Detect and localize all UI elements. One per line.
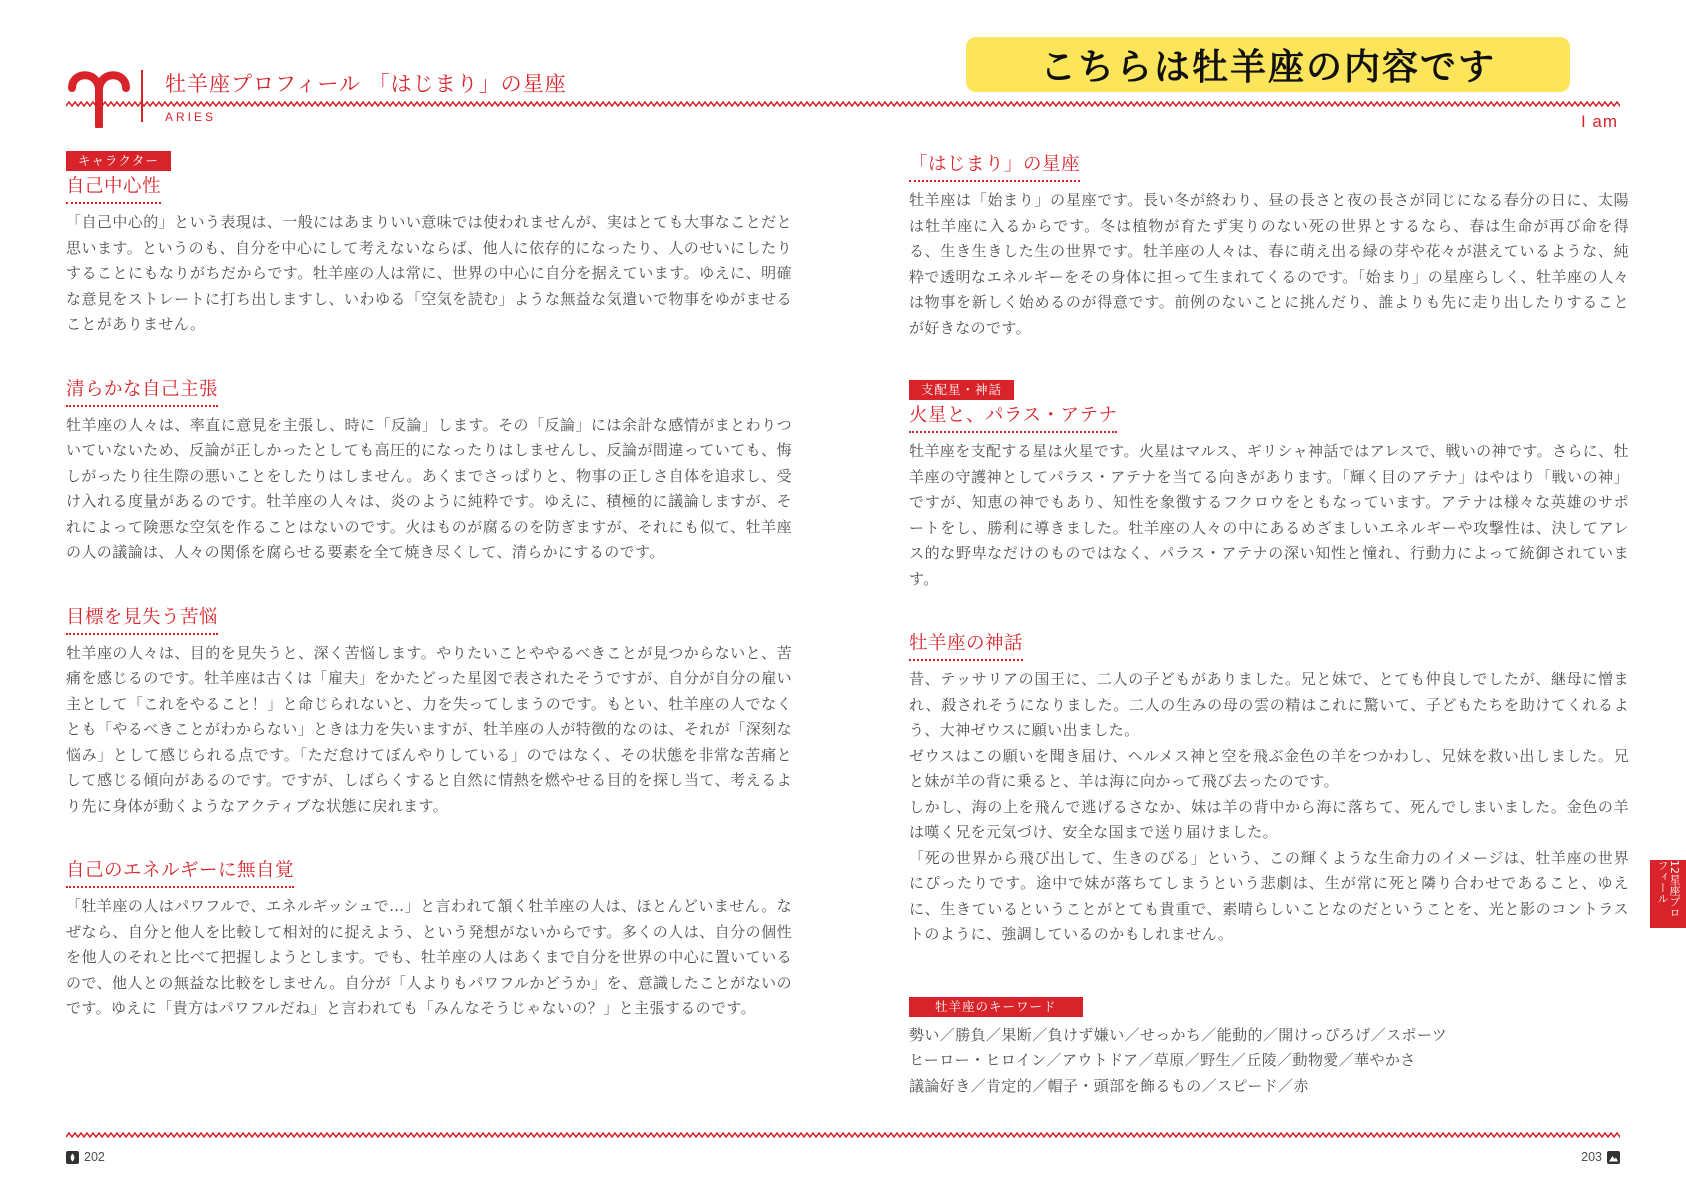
myth-paragraph: 昔、テッサリアの国王に、二人の子どもがありました。兄と妹で、とても仲良しでしたが、継母に憎まれ、殺されそうになりました。二人の生みの母の雲の精はこれに驚いて、子どもたちを助けてくれるよう、大神ゼウスに願い出ました。 <box>909 670 1629 739</box>
section-title: 目標を見失う苦悩 <box>66 606 218 635</box>
section-title: 牡羊座の神話 <box>909 632 1023 661</box>
top-zigzag-divider <box>66 100 1620 108</box>
keywords-tag: 牡羊座のキーワード <box>909 996 1629 1017</box>
character-tag: キャラクター <box>66 150 792 171</box>
section-body: 牡羊座の人々は、目的を見失うと、深く苦悩します。やりたいことややるべきことが見つからないと、苦痛を感じるのです。牡羊座は古くは「雇夫」をかたどった星図で表されたそうですが、自分が自分の雇い主として「これをやること！」と命じられないと、力を失ってしまうのです。もとい、牡羊座の人でなくとも「やるべきことがわからない」ときは力を失いますが、牡羊座の人が特徴的なのは、それが「深刻な悩み」として感じられる点です。「ただ怠けてぼんやりしている」のではなく、その状態を非常な苦痛として感じる傾向があるのです。ですが、しばらくすると自然に情熱を燃やせる目的を探し当て、考えるより先に身体が動くようなアクティブな状態に戻れます。 <box>66 643 792 815</box>
section-mars-athena <box>909 404 1629 592</box>
section-body: 「牡羊座の人はパワフルで、エネルギッシュで…」と言われて頷く牡羊座の人は、ほとんどいません。なぜなら、自分と他人を比較して相対的に捉えよう、という発想がないからです。多くの人は、自分の個性を他人のそれと比べて把握しようとします。でも、牡羊座の人はあくまで自分を世界の中心に置いているので、他人との無益な比較をしません。自分が「人よりもパワフルかどうか」を、意識したことがないのです。ゆえに「貴方はパワフルだね」と言われても「みんなそうじゃないの？」と主張するのです。 <box>66 897 792 1017</box>
section-body: 牡羊座は「始まり」の星座です。長い冬が終わり、昼の長さと夜の長さが同じになる春分の日に、太陽は牡羊座に入るからです。冬は植物が育たず実りのない死の世界とするなら、春は生命が再び命を得る、生き生きした生の世界です。牡羊座の人々は、春に萌え出る緑の芽や花々が湛えているような、純粋で透明なエネルギーをその身体に担って生まれてくるのです。「始まり」の星座らしく、牡羊座の人々は物事を新しく始めるのが得意です。前例のないことに挑んだり、誰よりも先に走り出したりすることが好きなのです。 <box>909 191 1629 337</box>
mountain-icon <box>1607 1151 1620 1164</box>
section-title: 自己のエネルギーに無自覚 <box>66 859 294 888</box>
section-beginning-sign <box>909 153 1629 341</box>
section-title: 火星と、パラス・アテナ <box>909 404 1117 433</box>
section-title: 自己中心性 <box>66 175 161 204</box>
header-divider <box>141 70 143 122</box>
section-title: 清らかな自己主張 <box>66 378 218 407</box>
keyword-line: ヒーロー・ヒロイン／アウトドア／草原／野生／丘陵／動物愛／華やかさ <box>909 1051 1416 1069</box>
page-number-right: 203 <box>1581 1150 1602 1164</box>
section-title: 「はじまり」の星座 <box>909 153 1080 182</box>
right-column <box>909 153 1629 1099</box>
left-column <box>66 150 792 1022</box>
flame-icon <box>66 1151 79 1164</box>
page-subtitle: ARIES <box>165 110 217 124</box>
bottom-zigzag-divider <box>66 1131 1620 1139</box>
aries-symbol-icon <box>66 66 132 128</box>
section-body: 牡羊座の人々は、率直に意見を主張し、時に「反論」します。その「反論」には余計な感情がまとわりついていないため、反論が正しかったとしても高圧的になったりはしませんし、反論が間違っていても、悔しがったり往生際の悪いことをしたりはしません。あくまでさっぱりと、物事の正しさ自体を追求し、受け入れる度量があるのです。牡羊座の人々は、炎のように純粋です。ゆえに、積極的に議論しますが、それによって険悪な空気を作ることはないのです。火はものが腐るのを防ぎますが、それにも似て、牡羊座の人の議論は、人々の関係を腐らせる要素を全て焼き尽くして、清らかにするのです。 <box>66 415 792 561</box>
side-index-tab[interactable]: 12星座プロフィール <box>1650 860 1686 928</box>
myth-paragraph: しかし、海の上を飛んで逃げるさなか、妹は羊の背中から海に落ちて、死んでしまいました。金色の羊は嘆く兄を元気づけ、安全な国まで送り届けました。 <box>909 797 1629 841</box>
section-pure-assertion <box>66 378 792 566</box>
i-am-label: I am <box>1580 112 1618 131</box>
section-body: 牡羊座を支配する星は火星です。火星はマルス、ギリシャ神話ではアレスで、戦いの神です。さらに、牡羊座の守護神としてパラス・アテナを当てる向きがあります。「輝く目のアテナ」はやはり「戦いの神」ですが、知恵の神でもあり、知性を象徴するフクロウをともなっています。アテナは様々な英雄のサポートをし、勝利に導きました。牡羊座の人々の中にあるめざましいエネルギーや攻撃性は、決してアレス的な野卑なだけのものではなく、パラス・アテナの深い知性と憧れ、行動力によって統御されています。 <box>909 442 1629 588</box>
section-unaware-energy <box>66 859 792 1022</box>
section-self-centered <box>66 175 792 338</box>
page-number-left: 202 <box>84 1150 105 1164</box>
section-body: 「自己中心的」という表現は、一般にはあまりいい意味では使われませんが、実はとても大事なことだと思います。というのも、自分を中心にして考えないならば、他人に依存的になったり、人のせいにしたりすることにもなりがちだからです。牡羊座の人は常に、世界の中心に自分を据えています。ゆえに、明確な意見をストレートに打ち出しますし、いわゆる「空気を読む」ような無益な気遣いで物事をゆがませることがありません。 <box>66 213 792 333</box>
section-aries-myth <box>909 632 1629 948</box>
section-lost-goal <box>66 606 792 820</box>
keyword-list <box>909 1023 1629 1100</box>
ruling-planet-tag: 支配星・神話 <box>909 379 1629 400</box>
myth-paragraph: ゼウスはこの願いを聞き届け、ヘルメス神と空を飛ぶ金色の羊をつかわし、兄妹を救い出しました。兄と妹が羊の背に乗ると、羊は海に向かって飛び去ったのです。 <box>909 746 1629 790</box>
myth-paragraph: 「死の世界から飛び出して、生きのびる」という、この輝くような生命力のイメージは、牡羊座の世界にぴったりです。途中で妹が落ちてしまうという悲劇は、生が常に死と隣り合わせであること、ゆえに、生きているということがとても貴重で、素晴らしいことなのだということを、光と影のコントラストのように、強調しているのかもしれません。 <box>909 848 1629 943</box>
page-title: 牡羊座プロフィール 「はじまり」の星座 <box>165 72 567 96</box>
myth-body <box>909 667 1629 948</box>
highlight-banner: こちらは牡羊座の内容です <box>966 37 1570 92</box>
keyword-line: 議論好き／肯定的／帽子・頭部を飾るもの／スピード／赤 <box>909 1076 1309 1095</box>
keyword-line: 勢い／勝負／果断／負けず嫌い／せっかち／能動的／開けっぴろげ／スポーツ <box>909 1025 1448 1044</box>
footer-right <box>1581 1150 1620 1164</box>
footer-left <box>66 1150 105 1164</box>
